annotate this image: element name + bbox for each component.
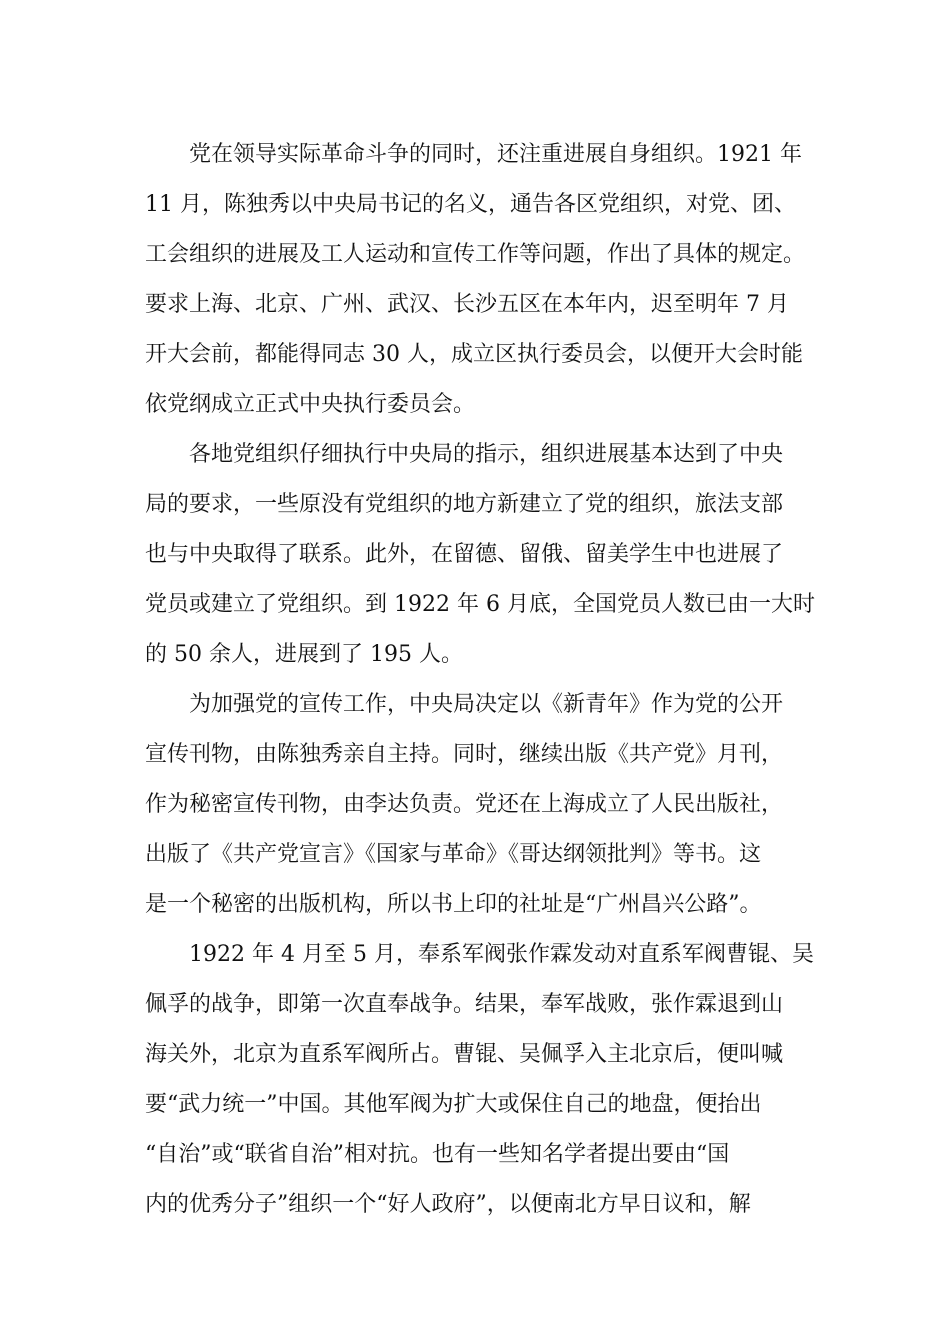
text-line: 内的优秀分子”组织一个“好人政府”，以便南北方早日议和，解 — [145, 1192, 751, 1217]
text-line: 依党纲成立正式中央执行委员会。 — [145, 392, 476, 417]
text-line: 工会组织的进展及工人运动和宣传工作等问题，作出了具体的规定。 — [145, 242, 806, 267]
text-line: 海关外，北京为直系军阀所占。曹锟、吴佩孚入主北京后，便叫喊 — [145, 1042, 784, 1067]
text-line: 的 50 余人，进展到了 195 人。 — [145, 642, 463, 667]
paragraph-3 — [145, 680, 825, 930]
paragraph-4 — [145, 930, 825, 1230]
text-line: 要“武力统一”中国。其他军阀为扩大或保住自己的地盘，便抬出 — [145, 1092, 762, 1117]
text-line: 开大会前，都能得同志 30 人，成立区执行委员会，以便开大会时能 — [145, 342, 803, 367]
text-line: 是一个秘密的出版机构，所以书上印的社址是“广州昌兴公路”。 — [145, 892, 762, 917]
text-line: 佩孚的战争，即第一次直奉战争。结果，奉军战败，张作霖退到山 — [145, 992, 784, 1017]
text-line: 党员或建立了党组织。到 1922 年 6 月底，全国党员人数已由一大时 — [145, 592, 815, 617]
text-line: 出版了《共产党宣言》《国家与革命》《哥达纲领批判》等书。这 — [145, 842, 762, 867]
document-body — [145, 130, 825, 1230]
text-line: 各地党组织仔细执行中央局的指示，组织进展基本达到了中央 — [189, 442, 784, 467]
text-line: “自治”或“联省自治”相对抗。也有一些知名学者提出要由“国 — [145, 1142, 730, 1167]
text-line: 为加强党的宣传工作，中央局决定以《新青年》作为党的公开 — [189, 692, 784, 717]
paragraph-1 — [145, 130, 825, 430]
text-line: 也与中央取得了联系。此外，在留德、留俄、留美学生中也进展了 — [145, 542, 784, 567]
text-line: 党在领导实际革命斗争的同时，还注重进展自身组织。1921 年 — [189, 142, 802, 167]
text-line: 1922 年 4 月至 5 月，奉系军阀张作霖发动对直系军阀曹锟、吴 — [189, 942, 814, 967]
text-line: 宣传刊物，由陈独秀亲自主持。同时，继续出版《共产党》月刊， — [145, 742, 784, 767]
paragraph-2 — [145, 430, 825, 680]
text-line: 11 月，陈独秀以中央局书记的名义，通告各区党组织，对党、团、 — [145, 192, 796, 217]
text-line: 要求上海、北京、广州、武汉、长沙五区在本年内，迟至明年 7 月 — [145, 292, 789, 317]
text-line: 作为秘密宣传刊物，由李达负责。党还在上海成立了人民出版社， — [145, 792, 784, 817]
text-line: 局的要求，一些原没有党组织的地方新建立了党的组织，旅法支部 — [145, 492, 784, 517]
